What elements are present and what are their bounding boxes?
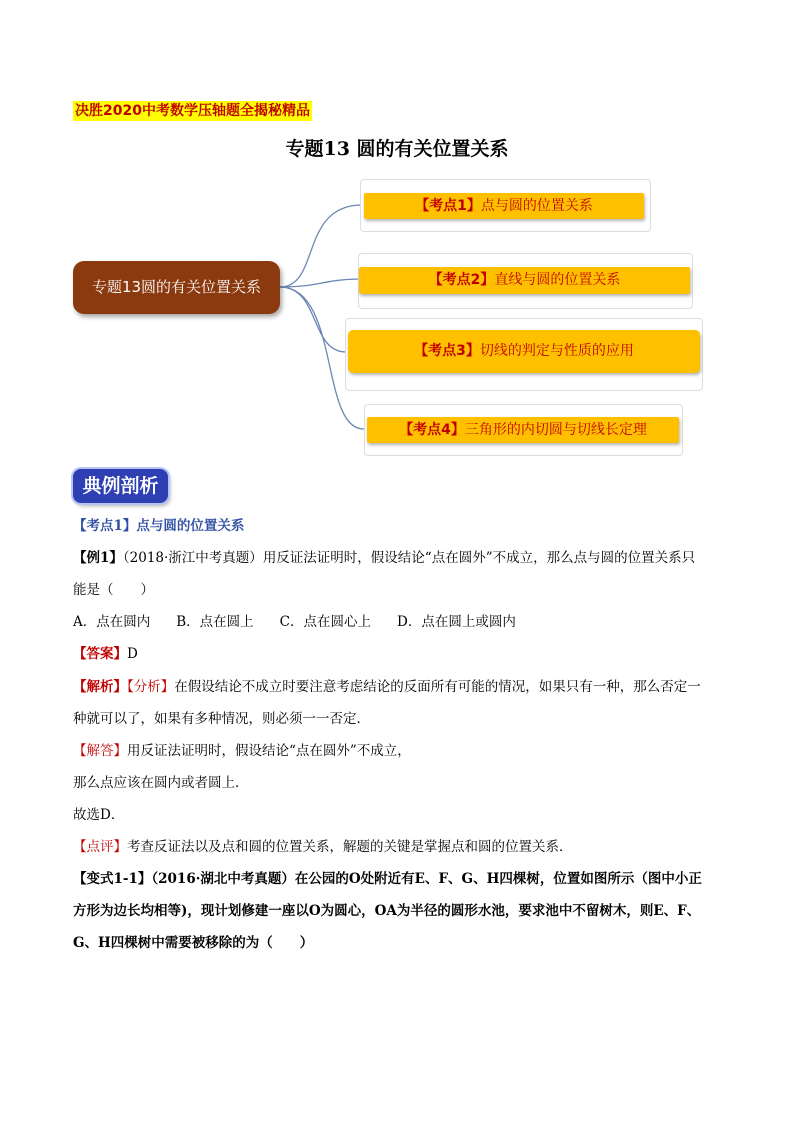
- solve-line-3: 故选D．: [73, 807, 125, 823]
- node-4-text: 三角形的内切圆与切线长定理: [464, 422, 647, 438]
- analysis-sub-tag: 【分析】: [127, 679, 175, 695]
- node-4-tag: 【考点4】: [399, 422, 465, 438]
- kaodian-text: 点与圆的位置关系: [136, 518, 245, 534]
- analysis-text-1: 在假设结论不成立时要注意考虑结论的反面所有可能的情况，如果只有一种，那么否定一: [174, 679, 701, 695]
- example-tag: 【例1】: [73, 550, 123, 566]
- option-b: B．点在圆上: [176, 614, 254, 630]
- option-d: D．点在圆上或圆内: [397, 614, 516, 630]
- section-badge: 典例剖析: [73, 469, 168, 503]
- mindmap-node-3-frame: [345, 318, 703, 391]
- comment-line: [73, 835, 573, 855]
- page-title: 专题13 圆的有关位置关系: [285, 138, 509, 160]
- mindmap-node-2-frame: [358, 253, 693, 309]
- mindmap-connectors: [0, 0, 794, 470]
- mindmap-center-node: 专题13圆的有关位置关系: [73, 261, 280, 314]
- connector-1: [280, 205, 360, 287]
- analysis-tag: 【解析】: [73, 679, 127, 695]
- mindmap-node-4-frame: [364, 404, 683, 456]
- node-1-text: 点与圆的位置关系: [480, 198, 593, 214]
- connector-3: [280, 287, 346, 352]
- kaodian-tag: 【考点1】: [73, 518, 137, 534]
- option-c: C．点在圆心上: [279, 614, 372, 630]
- mindmap-node-4: [367, 417, 679, 443]
- node-2-text: 直线与圆的位置关系: [494, 272, 621, 288]
- example-options: [73, 610, 542, 630]
- solve-line-2: 那么点应该在圆内或者圆上．: [73, 775, 249, 791]
- example-question-line-2: 能是（ ）: [73, 582, 154, 598]
- example-question-line-1: [73, 546, 695, 566]
- variant-line-1: [73, 867, 702, 887]
- variant-line-3: G、H四棵树中需要被移除的为（ ）: [73, 935, 314, 951]
- series-banner: 决胜2020中考数学压轴题全揭秘精品: [75, 103, 310, 119]
- solve-line-1: [73, 739, 411, 759]
- answer-line: [73, 642, 138, 662]
- comment-tag: 【点评】: [73, 839, 127, 855]
- example-question-text-1: 用反证法证明时，假设结论“点在圆外”不成立，那么点与圆的位置关系只: [262, 550, 696, 566]
- node-2-tag: 【考点2】: [428, 272, 495, 288]
- mindmap-node-1: [364, 193, 644, 219]
- example-source: （2018·浙江中考真题）: [122, 550, 263, 566]
- comment-text: 考查反证法以及点和圆的位置关系，解题的关键是掌握点和圆的位置关系．: [127, 839, 573, 855]
- kaodian-heading: [73, 514, 244, 534]
- variant-text-1: 在公园的O处附近有E、F、G、H四棵树，位置如图所示（图中小正: [294, 871, 702, 887]
- mindmap-node-3: [348, 330, 700, 373]
- connector-2: [280, 279, 358, 287]
- answer-tag: 【答案】: [73, 646, 127, 662]
- node-3-text: 切线的判定与性质的应用: [479, 343, 634, 359]
- node-1-tag: 【考点1】: [415, 198, 481, 214]
- variant-line-2: 方形为边长均相等)，现计划修建一座以O为圆心，OA为半径的圆形水池，要求池中不留树木，则E、F、: [73, 903, 701, 919]
- mindmap-node-1-frame: [360, 179, 651, 232]
- mindmap-node-2: [359, 267, 690, 294]
- option-a: A．点在圆内: [73, 614, 151, 630]
- solve-tag: 【解答】: [73, 743, 127, 759]
- answer-value: D: [127, 646, 138, 662]
- node-3-tag: 【考点3】: [414, 343, 480, 359]
- analysis-line-2: 种就可以了，如果有多种情况，则必须一一否定．: [73, 711, 370, 727]
- variant-tag: 【变式1-1】: [73, 871, 152, 887]
- solve-text-1: 用反证法证明时，假设结论“点在圆外”不成立，: [127, 743, 411, 759]
- analysis-line-1: [73, 675, 701, 695]
- variant-source: （2016·湖北中考真题）: [151, 871, 295, 887]
